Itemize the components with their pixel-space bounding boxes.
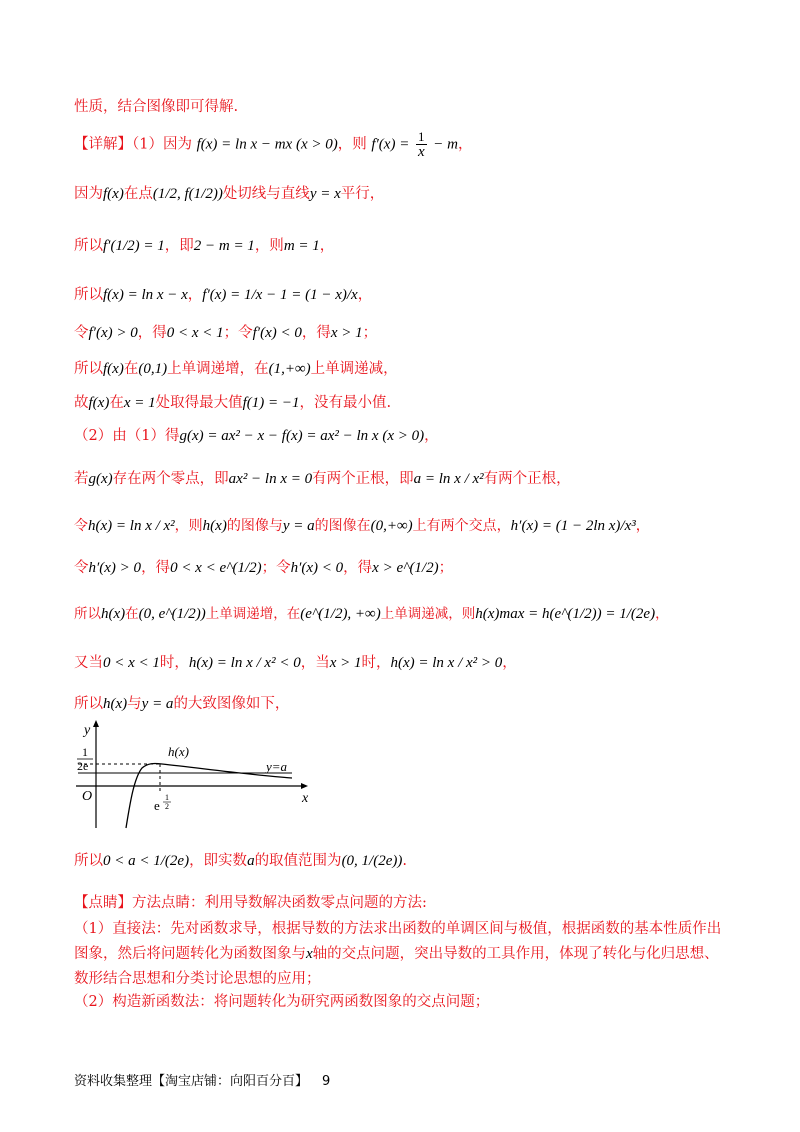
math-expression: (0,+∞) — [370, 518, 413, 534]
math-expression: f′(x) > 0 — [88, 325, 138, 341]
text-span: 处切线与直线 — [222, 186, 310, 202]
math-expression: f(x) — [103, 186, 124, 202]
math-expression: x > 1 — [330, 325, 363, 341]
text-span: 所以 — [74, 606, 101, 622]
page-number: 9 — [322, 1074, 331, 1089]
xpeak-exp-den: 2 — [165, 802, 169, 811]
text-line — [74, 235, 334, 257]
math-expression: (1/2, f(1/2)) — [152, 186, 223, 202]
fraction — [416, 130, 427, 159]
text-span: ，得 — [141, 560, 171, 576]
math-expression: g(x) = ax² − x − f(x) = ax² − ln x (x > 0) — [179, 428, 425, 444]
text-span: ，即 — [164, 238, 194, 254]
math-expression: 0 < x < 1 — [103, 655, 160, 671]
math-expression: 0 < x < 1 — [166, 325, 224, 341]
text-line — [74, 284, 372, 306]
math-expression: y = x — [309, 186, 341, 202]
text-line — [74, 850, 407, 872]
text-span: 处取得最大值 — [155, 395, 243, 411]
text-span: （1）因为 — [132, 136, 192, 153]
text-span: 在点 — [123, 186, 153, 202]
math-expression: f′(x) = — [371, 136, 410, 153]
text-span: ， — [357, 287, 373, 303]
text-span: ，没有最小值. — [299, 395, 392, 411]
text-span: ，当 — [300, 655, 330, 671]
ymax-numerator: 1 — [82, 745, 88, 759]
math-expression: f(x) = ln x − mx (x > 0) — [196, 136, 338, 153]
text-span: （2）由（1）得 — [74, 428, 180, 444]
math-expression: (e^(1/2), +∞) — [300, 606, 381, 622]
text-span: 因为 — [74, 186, 103, 202]
text-span: ，得 — [137, 325, 167, 341]
x-axis-label: x — [302, 791, 309, 806]
math-expression: (0, e^(1/2)) — [138, 606, 206, 622]
origin-label: O — [82, 789, 93, 804]
math-expression: h′(x) < 0 — [290, 560, 344, 576]
text-span: 存在两个零点，即 — [112, 471, 229, 487]
math-expression: 0 < a < 1/(2e) — [103, 853, 190, 869]
text-span: 平行， — [340, 186, 385, 202]
math-expression: h(x) = ln x / x² > 0 — [390, 655, 503, 671]
text-span: 的取值范围为 — [254, 853, 342, 869]
math-expression: h(x) — [101, 606, 126, 622]
numerator: 1 — [416, 130, 427, 145]
math-expression: h′(x) = (1 − 2ln x)/x³ — [510, 518, 636, 534]
math-expression: (0, 1/(2e)) — [341, 853, 403, 869]
math-expression: 0 < x < e^(1/2) — [170, 560, 262, 576]
xpeak-exp-num: 1 — [165, 793, 169, 802]
text-span: . — [402, 853, 407, 869]
math-expression: f(x) = ln x − x — [103, 287, 188, 303]
text-span: ， — [187, 287, 203, 303]
x-axis-arrow — [301, 783, 308, 789]
math-expression: f′(x) = 1/x − 1 = (1 − x)/x — [202, 287, 358, 303]
math-expression: (0,1) — [138, 361, 168, 377]
math-expression: 2 − m = 1 — [193, 238, 255, 254]
text-span: 的图像在 — [314, 518, 371, 534]
text-span: 令 — [74, 518, 88, 534]
page-footer — [74, 1070, 330, 1089]
text-span: （1）直接法：先对函数求导，根据导数的方法求出函数的单调区间与极值，根据函数的基本性质作出图象，然后将问题转化为函数图象与 — [74, 921, 722, 962]
text-span: 所以 — [74, 238, 103, 254]
math-expression: h(x) = ln x / x² < 0 — [188, 655, 301, 671]
text-span: 的图像与 — [226, 518, 283, 534]
math-expression: − m — [433, 136, 458, 153]
text-line — [74, 425, 439, 447]
math-expression: g(x) — [88, 471, 113, 487]
text-line — [74, 183, 384, 205]
text-span: ， — [457, 136, 473, 153]
line-label: y=a — [266, 759, 288, 774]
y-axis-label: y — [84, 723, 91, 738]
math-expression: f(1) = −1 — [242, 395, 300, 411]
text-span: ，即实数 — [189, 853, 248, 869]
text-span: 上单调递增，在 — [205, 606, 301, 622]
math-expression: f′(x) < 0 — [252, 325, 302, 341]
text-span: 有两个正根， — [483, 471, 571, 487]
ymax-denominator: 2e — [77, 759, 89, 773]
text-span: 时， — [159, 655, 189, 671]
text-span: ；令 — [261, 560, 291, 576]
text-span: 所以 — [74, 696, 103, 712]
text-span: 所以 — [74, 361, 103, 377]
math-expression: h(x) — [103, 696, 128, 712]
tip-paragraph-2 — [74, 991, 489, 1013]
footer-text: 资料收集整理【淘宝店铺：向阳百分百】 — [74, 1074, 309, 1089]
text-span: （2）构造新函数法：将问题转化为研究两函数图象的交点问题； — [74, 994, 490, 1010]
math-expression: h(x) = ln x / x² — [88, 518, 175, 534]
text-line — [74, 322, 377, 344]
function-graph — [70, 718, 320, 833]
text-span: ，得 — [301, 325, 331, 341]
text-span: 令 — [74, 560, 89, 576]
text-line — [74, 557, 453, 579]
text-span: 时， — [361, 655, 391, 671]
math-expression: y = a — [141, 696, 174, 712]
text-span: ， — [655, 606, 669, 622]
math-expression: f(x) — [103, 361, 124, 377]
math-expression: m = 1 — [283, 238, 320, 254]
solution-heading-line — [74, 130, 472, 159]
text-span: ， — [635, 518, 650, 534]
text-line — [74, 96, 238, 118]
tip-heading-line — [74, 892, 427, 914]
text-span: 的大致图像如下， — [173, 696, 290, 712]
text-span: 上单调递减， — [310, 361, 398, 377]
text-span: 又当 — [74, 655, 103, 671]
text-span: ，则 — [254, 238, 284, 254]
math-expression: ax² − ln x = 0 — [228, 471, 313, 487]
text-span: ，得 — [343, 560, 373, 576]
text-span: ，则 — [174, 518, 203, 534]
math-expression: x > 1 — [329, 655, 362, 671]
xpeak-base: e — [154, 798, 160, 813]
text-span: 与 — [127, 696, 142, 712]
text-span: 有两个正根，即 — [312, 471, 414, 487]
math-expression: y = a — [282, 518, 315, 534]
text-line — [74, 392, 391, 414]
math-expression: x > e^(1/2) — [372, 560, 439, 576]
text-span: ， — [319, 238, 335, 254]
text-span: 上单调递增，在 — [167, 361, 269, 377]
text-span: 在 — [123, 361, 139, 377]
text-line — [74, 652, 517, 674]
text-span: 性质，结合图像即可得解. — [74, 99, 239, 115]
math-expression: f′(1/2) = 1 — [103, 238, 165, 254]
text-span: ， — [502, 655, 517, 671]
text-span: ，则 — [337, 136, 367, 153]
text-span: 故 — [74, 395, 89, 411]
math-expression: a — [247, 853, 255, 869]
tip-label: 【点睛】 — [74, 895, 132, 911]
text-line — [74, 603, 669, 625]
math-expression: x — [306, 946, 313, 962]
text-span: 令 — [74, 325, 89, 341]
math-expression: x = 1 — [123, 395, 156, 411]
math-expression: (1,+∞) — [268, 361, 311, 377]
math-expression: h(x)max = h(e^(1/2)) = 1/(2e) — [475, 606, 656, 622]
denominator: x — [417, 144, 425, 160]
text-span: 所以 — [74, 287, 103, 303]
text-span: ；令 — [223, 325, 253, 341]
text-line — [74, 515, 650, 537]
solution-label: 【详解】 — [74, 136, 132, 153]
math-expression: h′(x) > 0 — [88, 560, 142, 576]
text-span: 上有两个交点， — [412, 518, 511, 534]
text-span: 轴的交点问题，突出导数的工具作用，体现了转化与化归思想、数形结合思想和分类讨论思想的应用； — [74, 946, 719, 987]
text-span: ； — [362, 325, 378, 341]
tip-intro: 方法点睛：利用导数解决函数零点问题的方法: — [132, 895, 427, 911]
text-span: 在 — [109, 395, 124, 411]
math-expression: h(x) — [202, 518, 227, 534]
curve-label: h(x) — [168, 744, 189, 759]
text-line — [74, 693, 289, 715]
math-expression: f(x) — [88, 395, 110, 411]
text-span: 上单调递减，则 — [380, 606, 476, 622]
text-line — [74, 358, 398, 380]
tip-paragraph-1 — [74, 917, 724, 992]
text-span: 在 — [125, 606, 139, 622]
math-expression: a = ln x / x² — [413, 471, 484, 487]
text-span: 所以 — [74, 853, 103, 869]
text-line — [74, 468, 571, 490]
y-axis-arrow — [93, 720, 99, 727]
text-span: 若 — [74, 471, 89, 487]
text-span: ； — [438, 560, 454, 576]
text-span: ， — [424, 428, 439, 444]
